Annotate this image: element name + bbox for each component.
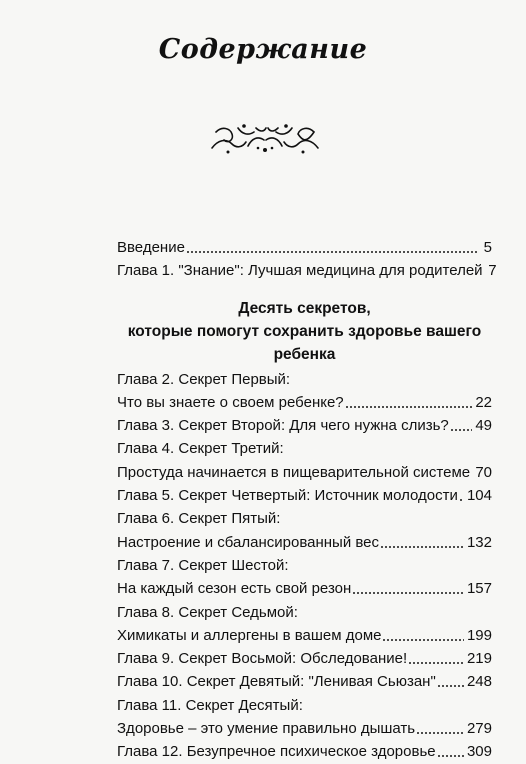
toc-entry-text: Глава 1. "Знание": Лучшая медицина для родителей — [117, 262, 483, 280]
dot-leader — [345, 393, 473, 410]
dot-leader — [408, 649, 464, 666]
toc-entry-chapter-11[interactable] — [117, 717, 492, 740]
dot-leader — [352, 579, 464, 596]
toc-page-number: 7 — [488, 262, 497, 280]
toc-page-number: 49 — [475, 417, 492, 435]
toc-entry-chapter-5[interactable] — [117, 484, 492, 507]
toc-entry-chapter-8[interactable] — [117, 624, 492, 647]
toc-page-number: 104 — [466, 487, 492, 505]
toc-page-number: 279 — [466, 720, 492, 738]
toc-page-number: 248 — [466, 673, 492, 691]
toc-entry-text: Глава 12. Безупречное психическое здоровье — [117, 743, 436, 761]
toc-entry-text: Глава 3. Секрет Второй: Для чего нужна слизь? — [117, 417, 449, 435]
toc-entry-text: Глава 2. Секрет Первый: — [117, 370, 291, 388]
dot-leader — [416, 719, 464, 736]
toc-page-number: 309 — [466, 743, 492, 761]
toc-entry-text: Глава 5. Секрет Четвертый: Источник молодости — [117, 487, 458, 505]
toc-entry-text: Настроение и сбалансированный вес — [117, 533, 380, 551]
decorative-ornament-icon — [208, 118, 323, 158]
toc-page-number: 5 — [483, 239, 492, 256]
dot-leader — [380, 533, 464, 550]
table-of-contents — [117, 236, 497, 764]
toc-entry-text: Глава 10. Секрет Девятый: "Ленивая Сьюзан" — [117, 673, 436, 691]
toc-entry-chapter-2[interactable] — [117, 391, 492, 414]
toc-entry-chapter-7-heading[interactable] — [117, 554, 492, 577]
toc-page-number: 22 — [475, 393, 492, 411]
toc-entry-chapter-11-heading[interactable] — [117, 694, 492, 717]
toc-entry-text: Химикаты и аллергены в вашем доме — [117, 626, 382, 644]
toc-entry-text: На каждый сезон есть свой резон — [117, 580, 352, 598]
toc-entry-chapter-9[interactable] — [117, 647, 492, 670]
toc-entry-chapter-6-heading[interactable] — [117, 507, 492, 530]
dot-leader — [459, 486, 464, 503]
toc-entry-chapter-12[interactable] — [117, 740, 492, 763]
toc-entry-chapter-6[interactable] — [117, 531, 492, 554]
toc-entry-chapter-3[interactable] — [117, 414, 492, 437]
toc-page-number: 132 — [466, 533, 492, 551]
toc-entry-text: Глава 6. Секрет Пятый: — [117, 510, 281, 528]
toc-entry-text: Глава 4. Секрет Третий: — [117, 440, 284, 458]
dot-leader — [382, 626, 463, 643]
toc-page-number: 199 — [466, 626, 492, 644]
dot-leader — [471, 463, 472, 480]
section-heading — [117, 297, 492, 366]
toc-entry-text: Глава 9. Секрет Восьмой: Обследование! — [117, 650, 408, 668]
toc-entry-text: Глава 8. Секрет Седьмой: — [117, 603, 298, 621]
toc-entry-chapter-10[interactable] — [117, 670, 492, 693]
toc-entry-text: Здоровье – это умение правильно дышать — [117, 720, 416, 738]
dot-leader — [186, 238, 479, 255]
toc-entry-text: Простуда начинается в пищеварительной системе — [117, 463, 471, 481]
toc-entry-text: Что вы знаете о своем ребенке? — [117, 393, 344, 411]
toc-entry-text: Введение — [117, 239, 185, 256]
toc-page-number: 157 — [466, 580, 492, 598]
toc-entry-chapter-8-heading[interactable] — [117, 601, 492, 624]
toc-entry-chapter-4-heading[interactable] — [117, 437, 492, 460]
toc-entry-chapter-7[interactable] — [117, 577, 492, 600]
dot-leader — [437, 742, 464, 759]
toc-entry-intro[interactable] — [117, 236, 492, 259]
dot-leader — [450, 416, 473, 433]
dot-leader — [437, 672, 464, 689]
page-title: Содержание — [158, 34, 368, 65]
section-heading-line-2: которые помогут сохранить здоровье вашего ребенка — [127, 322, 482, 363]
section-heading-line-1: Десять секретов, — [238, 299, 371, 317]
toc-entry-chapter-2-heading[interactable] — [117, 368, 492, 391]
toc-page-number: 70 — [475, 463, 492, 481]
toc-entry-text: Глава 7. Секрет Шестой: — [117, 556, 289, 574]
toc-entry-text: Глава 11. Секрет Десятый: — [117, 696, 303, 714]
toc-page-number: 219 — [466, 650, 492, 668]
toc-entry-chapter-1[interactable] — [117, 259, 497, 282]
toc-entry-chapter-4[interactable] — [117, 461, 492, 484]
